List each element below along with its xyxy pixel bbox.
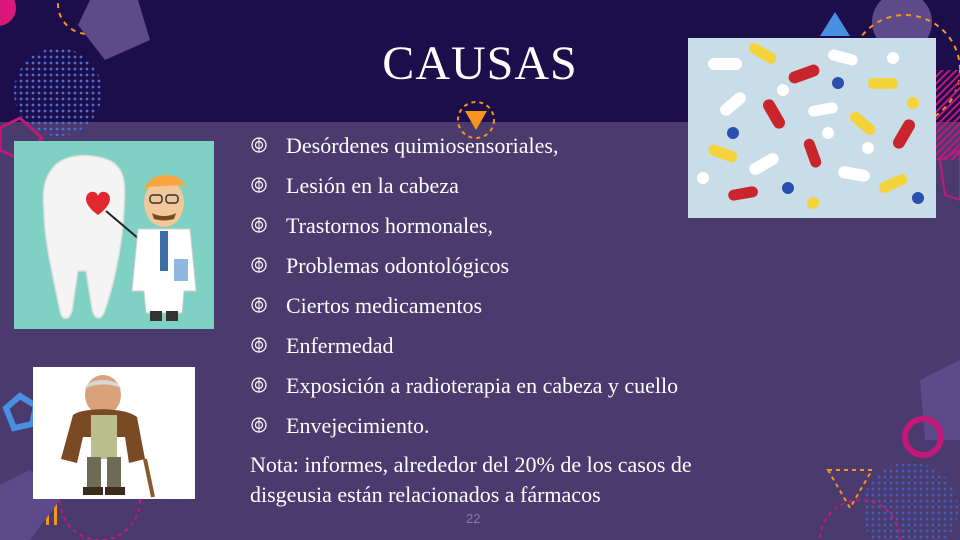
- list-item-text: Enfermedad: [286, 333, 394, 358]
- list-item-text: Lesión en la cabeza: [286, 173, 459, 198]
- list-item: [250, 126, 810, 166]
- bullet-icon: [250, 336, 268, 354]
- bullet-icon: [250, 216, 268, 234]
- list-item: [250, 246, 810, 286]
- list-item: [250, 286, 810, 326]
- note-line-2: disgeusia están relacionados a fármacos: [250, 482, 601, 507]
- bullet-icon: [250, 376, 268, 394]
- list-item: [250, 206, 810, 246]
- list-item-text: Envejecimiento.: [286, 413, 430, 438]
- bullet-icon: [250, 176, 268, 194]
- bullet-icon: [250, 296, 268, 314]
- bullet-icon: [250, 136, 268, 154]
- list-item-text: Problemas odontológicos: [286, 253, 510, 278]
- bullet-icon: [250, 416, 268, 434]
- list-item: [250, 326, 810, 366]
- tooth-doctor-image: [14, 141, 214, 329]
- page-number: 22: [466, 511, 481, 526]
- list-item: [250, 406, 810, 446]
- list-item-text: Ciertos medicamentos: [286, 293, 483, 318]
- old-man-image: [33, 367, 195, 499]
- bullet-icon: [250, 256, 268, 274]
- causes-list: [250, 126, 810, 446]
- list-item-text: Exposición a radioterapia en cabeza y cuello: [286, 373, 679, 398]
- slide-title: CAUSAS: [382, 37, 578, 90]
- note-line-1: Nota: informes, alrededor del 20% de los casos de: [250, 452, 692, 477]
- list-item-text: Desórdenes quimiosensoriales,: [286, 133, 559, 158]
- list-item-text: Trastornos hormonales,: [286, 213, 493, 238]
- list-item: [250, 166, 810, 206]
- note-text: [250, 450, 810, 510]
- list-item: [250, 366, 810, 406]
